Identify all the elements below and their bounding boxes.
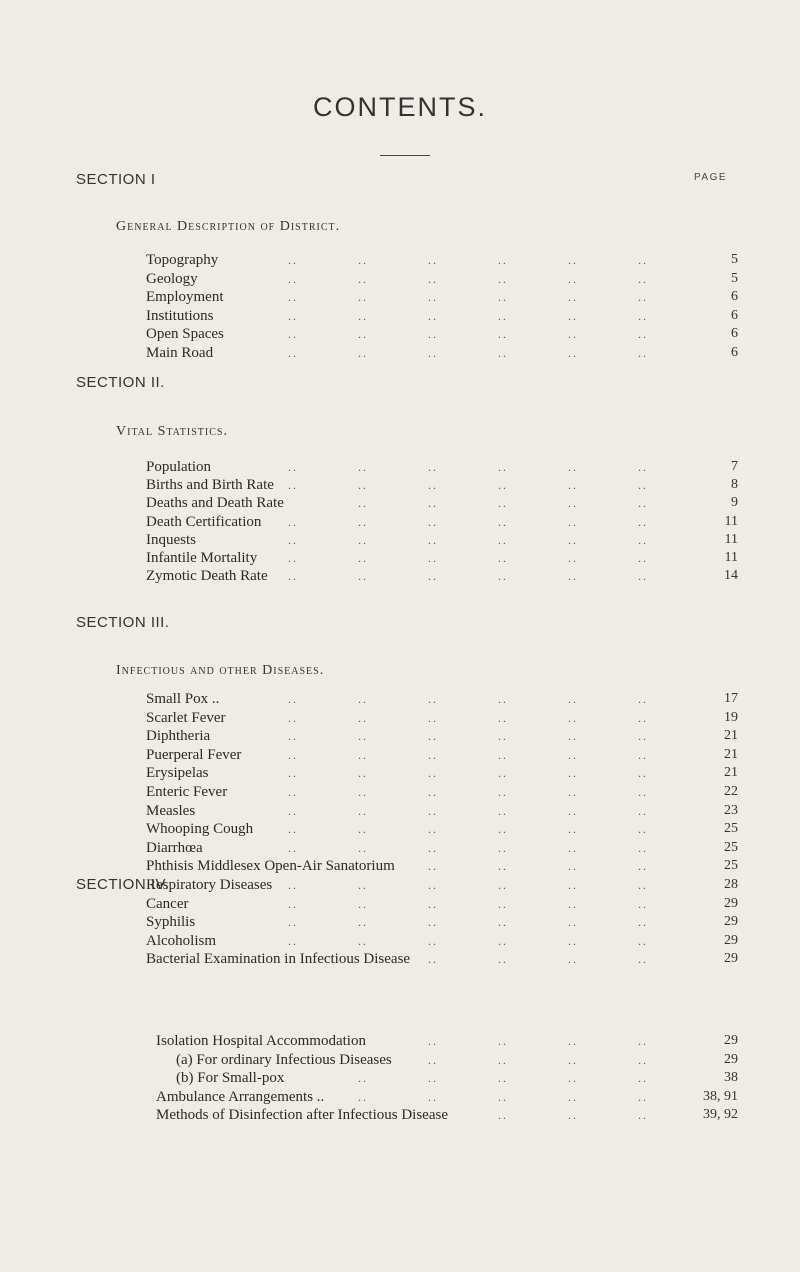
toc-entry xyxy=(0,513,800,531)
leader-dots: .. .. .. .. xyxy=(428,952,648,967)
toc-entry-page: 29 xyxy=(724,895,738,911)
leader-dots: .. .. .. .. xyxy=(428,859,648,874)
toc-entry-page: 9 xyxy=(731,495,738,511)
leader-dots: .. .. .. .. .. .. xyxy=(288,514,648,529)
toc-entry-label: Diarrhœa xyxy=(146,839,203,856)
toc-entry-page: 11 xyxy=(724,513,738,529)
toc-entry xyxy=(0,1069,800,1087)
leader-dots: .. .. .. .. .. .. xyxy=(288,308,648,323)
leader-dots: .. .. .. .. xyxy=(428,1034,648,1048)
leader-dots: .. .. .. .. .. .. xyxy=(288,710,648,725)
page-title: CONTENTS. xyxy=(312,92,487,122)
toc-entry-label: Syphilis xyxy=(146,914,196,931)
section-heading: SECTION III. xyxy=(76,614,170,631)
toc-entry-page: 22 xyxy=(724,784,738,799)
toc-entry-page: 17 xyxy=(724,691,738,706)
leader-dots: .. .. .. .. .. .. xyxy=(288,345,648,360)
toc-entry-label: Erysipelas xyxy=(146,765,209,782)
toc-entry xyxy=(0,690,800,708)
toc-entry-label: Inquests xyxy=(146,531,196,548)
leader-dots: .. .. .. .. .. .. xyxy=(288,785,648,799)
toc-entry xyxy=(0,783,800,801)
toc-entry-label: (a) For ordinary Infectious Diseases xyxy=(176,1051,392,1068)
toc-entry-page: 6 xyxy=(731,289,738,304)
leader-dots: .. .. .. .. .. .. xyxy=(288,915,648,930)
section-subheading: Vital Statistics. xyxy=(116,424,228,439)
leader-dots: .. .. .. .. .. .. xyxy=(288,803,648,818)
toc-entry-label: Open Spaces xyxy=(146,326,224,342)
toc-entry-page: 11 xyxy=(724,550,738,565)
leader-dots: .. .. .. .. .. .. xyxy=(288,747,648,762)
leader-dots: .. .. .. .. .. .. xyxy=(288,896,648,911)
leader-dots: .. .. .. .. .. .. xyxy=(288,271,648,286)
toc-entry xyxy=(0,288,800,306)
toc-entry-page: 38, 91 xyxy=(703,1088,738,1104)
toc-entry xyxy=(0,325,800,343)
toc-entry-label: Main Road xyxy=(146,344,214,361)
toc-entry xyxy=(0,727,800,745)
leader-dots: .. .. .. .. .. .. xyxy=(288,551,648,565)
toc-entry xyxy=(0,251,800,269)
leader-dots: .. .. .. .. .. .. xyxy=(288,840,648,855)
leader-dots: .. .. .. .. .. .. xyxy=(288,822,648,837)
toc-entry-page: 5 xyxy=(731,252,738,267)
toc-entry xyxy=(0,895,800,913)
toc-entry-label: Respiratory Diseases xyxy=(146,877,273,893)
toc-entry-label: Small Pox .. xyxy=(146,691,220,707)
toc-entry xyxy=(0,746,800,764)
toc-entry xyxy=(0,950,800,968)
toc-entry xyxy=(0,709,800,727)
toc-entry xyxy=(0,476,800,494)
toc-entry-page: 23 xyxy=(724,802,738,818)
leader-dots: .. .. .. xyxy=(498,1108,648,1123)
toc-entry xyxy=(0,549,800,567)
toc-entry-page: 6 xyxy=(731,344,738,360)
leader-dots: .. .. .. .. .. .. xyxy=(288,569,648,584)
toc-entry xyxy=(0,857,800,875)
toc-entry-label: Ambulance Arrangements .. xyxy=(156,1088,325,1105)
leader-dots: .. .. .. .. .. xyxy=(358,1089,648,1104)
toc-entry xyxy=(0,567,800,585)
leader-dots: .. .. .. .. .. .. xyxy=(288,290,648,304)
toc-entry xyxy=(0,802,800,820)
leader-dots: .. .. .. .. xyxy=(428,1052,648,1067)
section-heading: SECTION IV. xyxy=(76,876,170,893)
leader-dots: .. .. .. .. .. .. xyxy=(288,478,648,493)
toc-entry xyxy=(0,1051,800,1069)
leader-dots: .. .. .. .. .. xyxy=(358,496,648,511)
toc-entry-label: Alcoholism xyxy=(146,932,216,949)
toc-entry-label: Institutions xyxy=(146,307,214,324)
toc-entry-page: 8 xyxy=(731,477,738,493)
toc-entry-label: Puerperal Fever xyxy=(146,746,242,763)
toc-entry xyxy=(0,458,800,476)
section-subheading: General Description of District. xyxy=(116,219,341,234)
toc-entry xyxy=(0,1106,800,1124)
leader-dots: .. .. .. .. .. xyxy=(358,1071,648,1086)
leader-dots: .. .. .. .. .. .. xyxy=(288,878,648,892)
leader-dots: .. .. .. .. .. .. xyxy=(288,253,648,267)
section-heading: SECTION I xyxy=(76,171,156,188)
toc-entry-label: Enteric Fever xyxy=(146,784,228,800)
toc-entry-page: 29 xyxy=(724,1051,738,1067)
toc-entry-page: 21 xyxy=(724,728,738,744)
toc-entry-label: Methods of Disinfection after Infectious Disease xyxy=(156,1107,448,1124)
toc-entry xyxy=(0,932,800,950)
leader-dots: .. .. .. .. .. .. xyxy=(288,327,648,341)
toc-entry xyxy=(0,1088,800,1106)
toc-entry-page: 25 xyxy=(724,821,738,837)
toc-entry-page: 11 xyxy=(724,531,738,547)
toc-entry-label: Scarlet Fever xyxy=(146,709,226,726)
leader-dots: .. .. .. .. .. .. xyxy=(288,692,648,706)
toc-entry xyxy=(0,913,800,931)
page-column-label: PAGE xyxy=(694,172,728,183)
leader-dots: .. .. .. .. .. .. xyxy=(288,460,648,474)
toc-entry-page: 5 xyxy=(731,270,738,286)
toc-entry xyxy=(0,270,800,288)
toc-entry-page: 29 xyxy=(724,951,738,967)
toc-entry-label: Deaths and Death Rate xyxy=(146,495,284,512)
toc-entry-label: Phthisis Middlesex Open-Air Sanatorium xyxy=(146,858,395,875)
toc-entry-label: Zymotic Death Rate xyxy=(146,568,268,585)
toc-entry-label: Infantile Mortality xyxy=(146,550,258,566)
toc-entry-page: 25 xyxy=(724,839,738,855)
toc-entry xyxy=(0,839,800,857)
toc-entry-label: Geology xyxy=(146,270,198,287)
toc-entry xyxy=(0,820,800,838)
leader-dots: .. .. .. .. .. .. xyxy=(288,933,648,948)
toc-entry xyxy=(0,307,800,325)
toc-entry-label: Diphtheria xyxy=(146,728,211,745)
toc-entry-page: 29 xyxy=(724,1033,738,1048)
toc-entry-label: Death Certification xyxy=(146,513,262,530)
toc-entry-label: Measles xyxy=(146,802,196,819)
toc-entry xyxy=(0,494,800,512)
toc-entry-label: Bacterial Examination in Infectious Disease xyxy=(146,951,411,968)
toc-entry-page: 14 xyxy=(724,568,738,584)
toc-entry-page: 21 xyxy=(724,765,738,781)
toc-entry-page: 39, 92 xyxy=(703,1107,738,1123)
toc-entry xyxy=(0,344,800,362)
toc-entry xyxy=(0,531,800,549)
toc-entry-page: 21 xyxy=(724,746,738,762)
toc-entry-page: 29 xyxy=(724,932,738,948)
toc-entry-label: Topography xyxy=(146,252,219,268)
toc-entry-page: 38 xyxy=(724,1070,738,1086)
toc-entry xyxy=(0,1032,800,1050)
leader-dots: .. .. .. .. .. .. xyxy=(288,532,648,547)
toc-entry-page: 6 xyxy=(731,326,738,341)
toc-entry-label: Whooping Cough xyxy=(146,821,254,838)
toc-entry-page: 6 xyxy=(731,307,738,323)
toc-entry-label: Isolation Hospital Accommodation xyxy=(156,1033,366,1049)
toc-entry-label: Employment xyxy=(146,289,224,305)
toc-entry-page: 7 xyxy=(731,459,738,474)
toc-entry-label: Births and Birth Rate xyxy=(146,477,274,494)
toc-entry-page: 25 xyxy=(724,858,738,874)
toc-entry-label: Population xyxy=(146,459,212,475)
leader-dots: .. .. .. .. .. .. xyxy=(288,729,648,744)
section-heading: SECTION II. xyxy=(76,374,165,391)
toc-entry xyxy=(0,764,800,782)
toc-entry-page: 19 xyxy=(724,709,738,725)
toc-entry-label: Cancer xyxy=(146,895,189,912)
title-rule xyxy=(380,155,430,156)
toc-entry-page: 29 xyxy=(724,914,738,930)
toc-entry-label: (b) For Small-pox xyxy=(176,1070,285,1087)
toc-entry-page: 28 xyxy=(724,877,738,892)
leader-dots: .. .. .. .. .. .. xyxy=(288,766,648,781)
section-subheading: Infectious and other Diseases. xyxy=(116,663,325,678)
